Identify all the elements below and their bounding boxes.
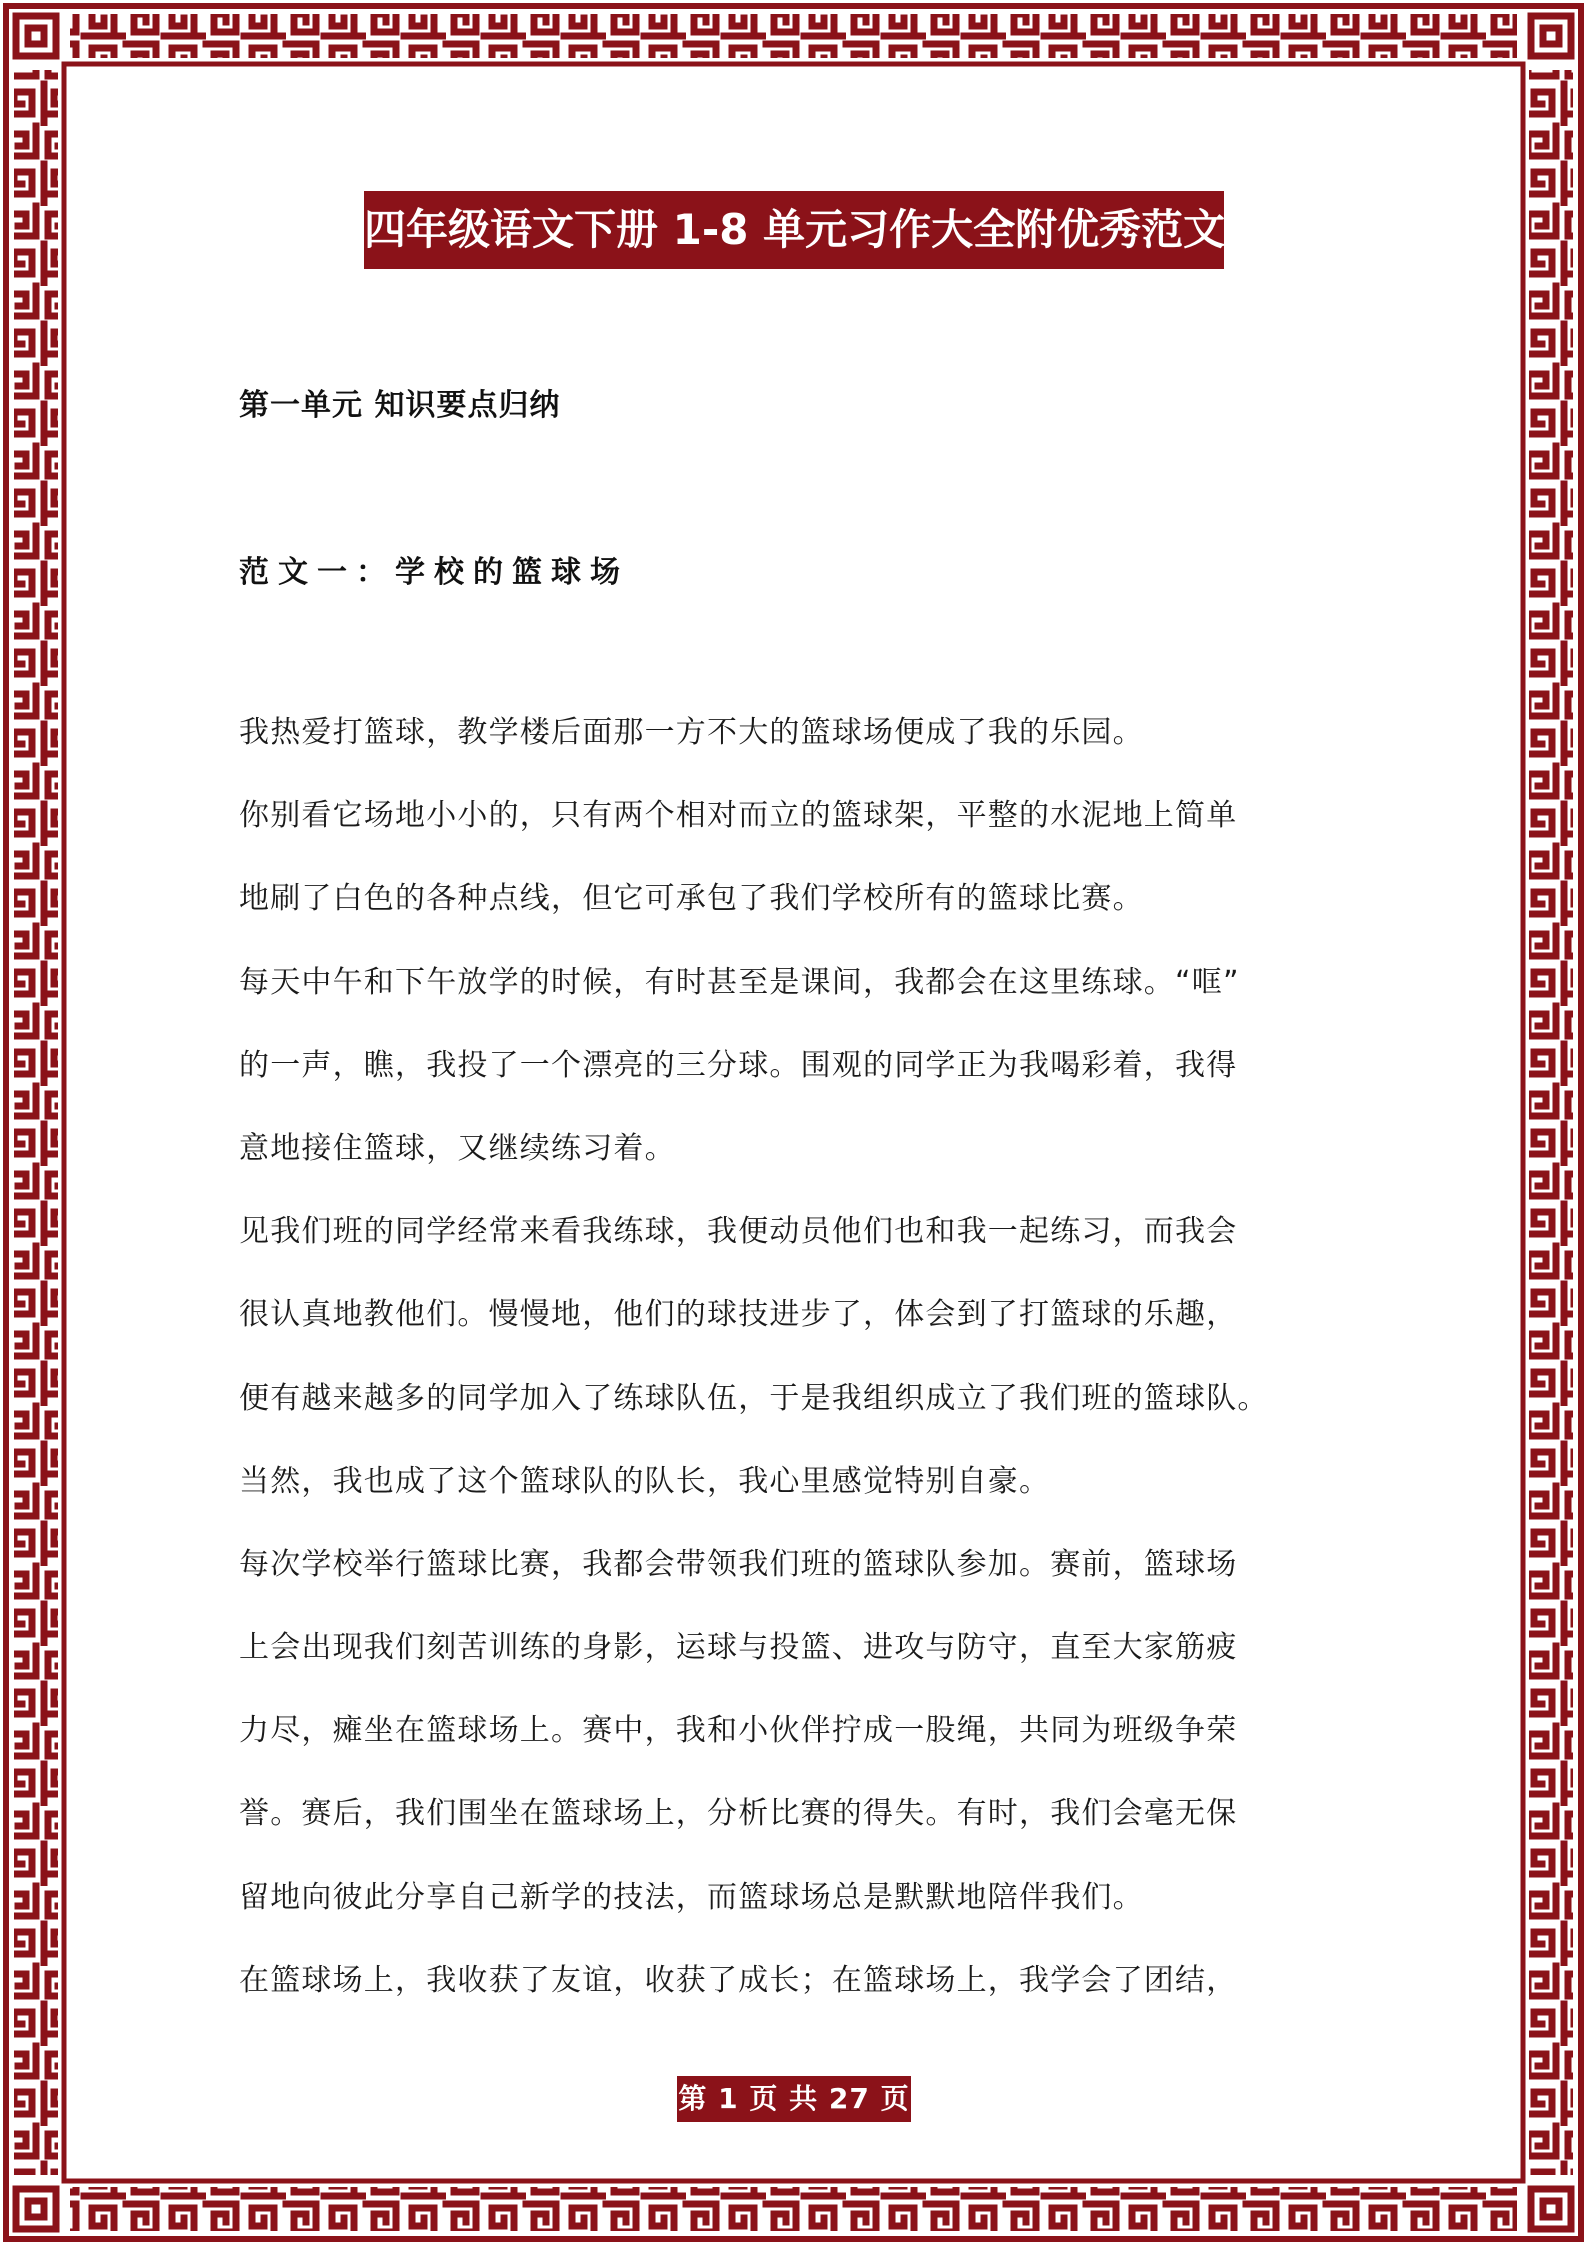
text-line: 很认真地教他们。慢慢地，他们的球技进步了，体会到了打篮球的乐趣，	[239, 1297, 1238, 1333]
page-number-footer: 第 1 页 共 27 页	[677, 2076, 911, 2122]
document-title: 四年级语文下册 1-8 单元习作大全附优秀范文	[364, 191, 1224, 269]
text-line: 便有越来越多的同学加入了练球队伍，于是我组织成立了我们班的篮球队。	[239, 1380, 1269, 1416]
text-line: 地刷了白色的各种点线，但它可承包了我们学校所有的篮球比赛。	[239, 881, 1144, 917]
text-line: 留地向彼此分享自己新学的技法，而篮球场总是默默地陪伴我们。	[239, 1879, 1144, 1915]
text-line: 上会出现我们刻苦训练的身影，运球与投篮、进攻与防守，直至大家筋疲	[239, 1630, 1238, 1666]
essay-heading: 范文一：学校的篮球场	[239, 555, 629, 590]
essay-body	[239, 712, 1369, 2043]
text-line: 你别看它场地小小的，只有两个相对而立的篮球架，平整的水泥地上简单	[239, 798, 1238, 834]
text-line: 意地接住篮球，又继续练习着。	[239, 1130, 676, 1166]
text-line: 我热爱打篮球，教学楼后面那一方不大的篮球场便成了我的乐园。	[239, 715, 1144, 750]
section-heading: 第一单元 知识要点归纳	[239, 388, 561, 423]
text-line: 誉。赛后，我们围坐在篮球场上，分析比赛的得失。有时，我们会毫无保	[239, 1796, 1238, 1832]
text-line: 每次学校举行篮球比赛，我都会带领我们班的篮球队参加。赛前，篮球场	[239, 1546, 1238, 1582]
text-line: 见我们班的同学经常来看我练球，我便动员他们也和我一起练习，而我会	[239, 1214, 1238, 1250]
text-line: 每天中午和下午放学的时候，有时甚至是课间，我都会在这里练球。“哐”	[239, 964, 1240, 1000]
text-line: 当然，我也成了这个篮球队的队长，我心里感觉特别自豪。	[239, 1463, 1051, 1499]
text-line: 力尽，瘫坐在篮球场上。赛中，我和小伙伴拧成一股绳，共同为班级争荣	[239, 1713, 1238, 1749]
text-line: 在篮球场上，我收获了友谊，收获了成长；在篮球场上，我学会了团结，	[239, 1962, 1238, 1998]
text-line: 的一声，瞧，我投了一个漂亮的三分球。围观的同学正为我喝彩着，我得	[239, 1047, 1238, 1083]
